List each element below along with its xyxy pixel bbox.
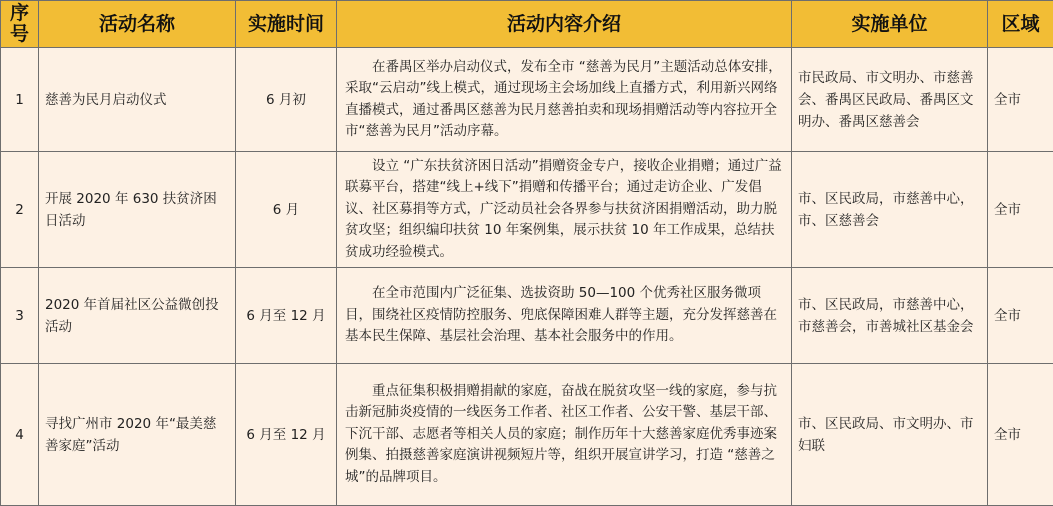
table-header-row (1, 1, 1053, 48)
cell-content: 在全市范围内广泛征集、选拔资助 50—100 个优秀社区服务微项目，围绕社区疫情防控服务、兜底保障困难人群等主题，充分发挥慈善在基本民生保障、基层社会治理、基本社会服务中的作用。 (337, 268, 792, 364)
cell-time: 6 月至 12 月 (236, 364, 337, 506)
cell-unit: 市、区民政局，市慈善中心，市慈善会，市善城社区基金会 (792, 268, 988, 364)
header-time: 实施时间 (236, 1, 337, 48)
cell-region: 全市 (988, 268, 1053, 364)
cell-name: 慈善为民月启动仪式 (39, 48, 236, 152)
table-row (1, 48, 1053, 152)
cell-seq: 2 (1, 152, 39, 268)
cell-unit: 市、区民政局，市慈善中心，市、区慈善会 (792, 152, 988, 268)
header-unit: 实施单位 (792, 1, 988, 48)
cell-region: 全市 (988, 48, 1053, 152)
table-row (1, 152, 1053, 268)
header-name: 活动名称 (39, 1, 236, 48)
table-row (1, 364, 1053, 506)
cell-content: 在番禺区举办启动仪式，发布全市 “慈善为民月”主题活动总体安排，采取“云启动”线上模式，通过现场主会场加线上直播方式，利用新兴网络直播模式，通过番禺区慈善为民月慈善拍卖和现场捐赠活动等内容拉开全市“慈善为民月”活动序幕。 (337, 48, 792, 152)
header-content: 活动内容介绍 (337, 1, 792, 48)
cell-seq: 3 (1, 268, 39, 364)
cell-name: 2020 年首届社区公益微创投活动 (39, 268, 236, 364)
cell-content: 设立 “广东扶贫济困日活动”捐赠资金专户，接收企业捐赠；通过广益联募平台，搭建“线上+线下”捐赠和传播平台；通过走访企业、广发倡议、社区募捐等方式，广泛动员社会各界参与扶贫济困捐赠活动，助力脱贫攻坚；组织编印扶贫 10 年案例集，展示扶贫 10 年工作成果，总结扶贫成功经验模式。 (337, 152, 792, 268)
cell-time: 6 月至 12 月 (236, 268, 337, 364)
cell-name: 开展 2020 年 630 扶贫济困日活动 (39, 152, 236, 268)
cell-unit: 市、区民政局、市文明办、市妇联 (792, 364, 988, 506)
cell-content: 重点征集积极捐赠捐献的家庭，奋战在脱贫攻坚一线的家庭，参与抗击新冠肺炎疫情的一线医务工作者、社区工作者、公安干警、基层干部、下沉干部、志愿者等相关人员的家庭；制作历年十大慈善家庭优秀事迹案例集、拍摄慈善家庭演讲视频短片等，组织开展宣讲学习，打造 “慈善之城”的品牌项目。 (337, 364, 792, 506)
cell-time: 6 月 (236, 152, 337, 268)
header-seq: 序号 (1, 1, 39, 48)
cell-seq: 1 (1, 48, 39, 152)
cell-region: 全市 (988, 364, 1053, 506)
header-region: 区域 (988, 1, 1053, 48)
cell-seq: 4 (1, 364, 39, 506)
cell-time: 6 月初 (236, 48, 337, 152)
cell-name: 寻找广州市 2020 年“最美慈善家庭”活动 (39, 364, 236, 506)
cell-unit: 市民政局、市文明办、市慈善会、番禺区民政局、番禺区文明办、番禺区慈善会 (792, 48, 988, 152)
cell-region: 全市 (988, 152, 1053, 268)
table-row (1, 268, 1053, 364)
